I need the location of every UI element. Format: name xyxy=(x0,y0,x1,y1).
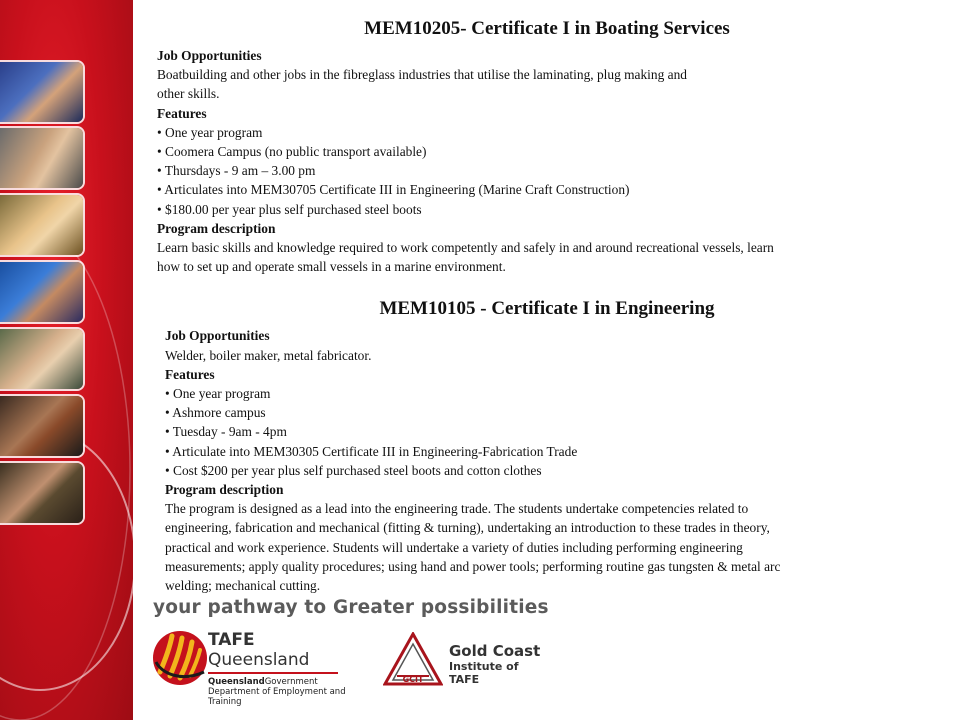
student-photo-3 xyxy=(0,195,83,255)
course2-feature-item: • Cost $200 per year plus self purchased steel boots and cotton clothes xyxy=(165,462,542,478)
course2-feature-item: • Tuesday - 9am - 4pm xyxy=(165,424,287,440)
gc-text-block xyxy=(449,642,543,686)
gcit-initials: GCIT xyxy=(402,675,424,684)
course2-title: MEM10105 - Certificate I in Engineering xyxy=(379,298,715,320)
course1-title: MEM10205- Certificate I in Boating Services xyxy=(364,18,730,39)
tafe-government: QueenslandGovernment xyxy=(208,677,318,687)
course2-program-line: measurements; apply quality procedures; using hand and power tools; performing routine gas tungsten & metal arc xyxy=(165,558,781,574)
student-photo-5 xyxy=(0,329,83,389)
course2-job-text: Welder, boiler maker, metal fabricator. xyxy=(165,347,372,363)
course1-job-text-1: Boatbuilding and other jobs in the fibreglass industries that utilise the laminating, plug making and xyxy=(157,67,687,83)
gc-name: Gold Coast xyxy=(449,642,541,660)
course2-section xyxy=(157,326,937,595)
course2-feature-item: • One year program xyxy=(165,386,271,402)
student-photo-4 xyxy=(0,262,83,322)
tafe-emblem-icon xyxy=(152,628,208,688)
course1-feature-item: • Coomera Campus (no public transport available) xyxy=(157,144,427,160)
course2-program-heading: Program description xyxy=(165,482,284,498)
course1-feature-item: • $180.00 per year plus self purchased steel boots xyxy=(157,201,422,217)
course1-job-text-2: other skills. xyxy=(157,86,220,102)
student-photo-1 xyxy=(0,62,83,122)
course2-program-line: practical and work experience. Students will undertake a variety of duties including performing engineering xyxy=(165,539,743,555)
course1-feature-item: • One year program xyxy=(157,124,263,140)
tafe-name: TAFE Queensland xyxy=(208,630,310,670)
course1-features-heading: Features xyxy=(157,105,207,121)
student-photo-6 xyxy=(0,396,83,456)
student-photo-7 xyxy=(0,463,83,523)
tafe-department: Department of Employment and Training xyxy=(208,687,346,707)
course1-feature-item: • Thursdays - 9 am – 3.00 pm xyxy=(157,163,316,179)
gc-subtitle: Institute of TAFE xyxy=(449,660,519,686)
course1-program-heading: Program description xyxy=(157,220,276,236)
course2-features-heading: Features xyxy=(165,366,215,382)
course2-program-line: The program is designed as a lead into the engineering trade. The students undertake competencies related to xyxy=(165,501,749,517)
tafe-divider xyxy=(208,672,338,674)
student-photo-2 xyxy=(0,128,83,188)
course2-program-line: engineering, fabrication and mechanical (fitting & turning), undertaking an introduction to these trades in theory, xyxy=(165,520,770,536)
gold-coast-logo xyxy=(383,632,543,692)
main-content xyxy=(157,18,937,595)
tagline: your pathway to Greater possibilities xyxy=(153,597,549,618)
tafe-text-block xyxy=(208,630,352,707)
course1-program-text-2: how to set up and operate small vessels in a marine environment. xyxy=(157,259,506,275)
course2-feature-item: • Ashmore campus xyxy=(165,405,266,421)
course2-feature-item: • Articulate into MEM30305 Certificate III in Engineering-Fabrication Trade xyxy=(165,443,578,459)
course1-feature-item: • Articulates into MEM30705 Certificate III in Engineering (Marine Craft Construction) xyxy=(157,182,630,198)
gold-coast-emblem-icon xyxy=(383,632,443,688)
sidebar-decoration xyxy=(0,0,133,720)
course1-program-text-1: Learn basic skills and knowledge required to work competently and safely in and around recreational vessels, learn xyxy=(157,240,774,256)
course2-job-heading: Job Opportunities xyxy=(165,328,270,344)
tafe-queensland-logo xyxy=(152,628,352,707)
course2-program-line: welding; mechanical cutting. xyxy=(165,578,321,594)
course1-job-heading: Job Opportunities xyxy=(157,48,262,63)
course1-section xyxy=(157,46,937,276)
